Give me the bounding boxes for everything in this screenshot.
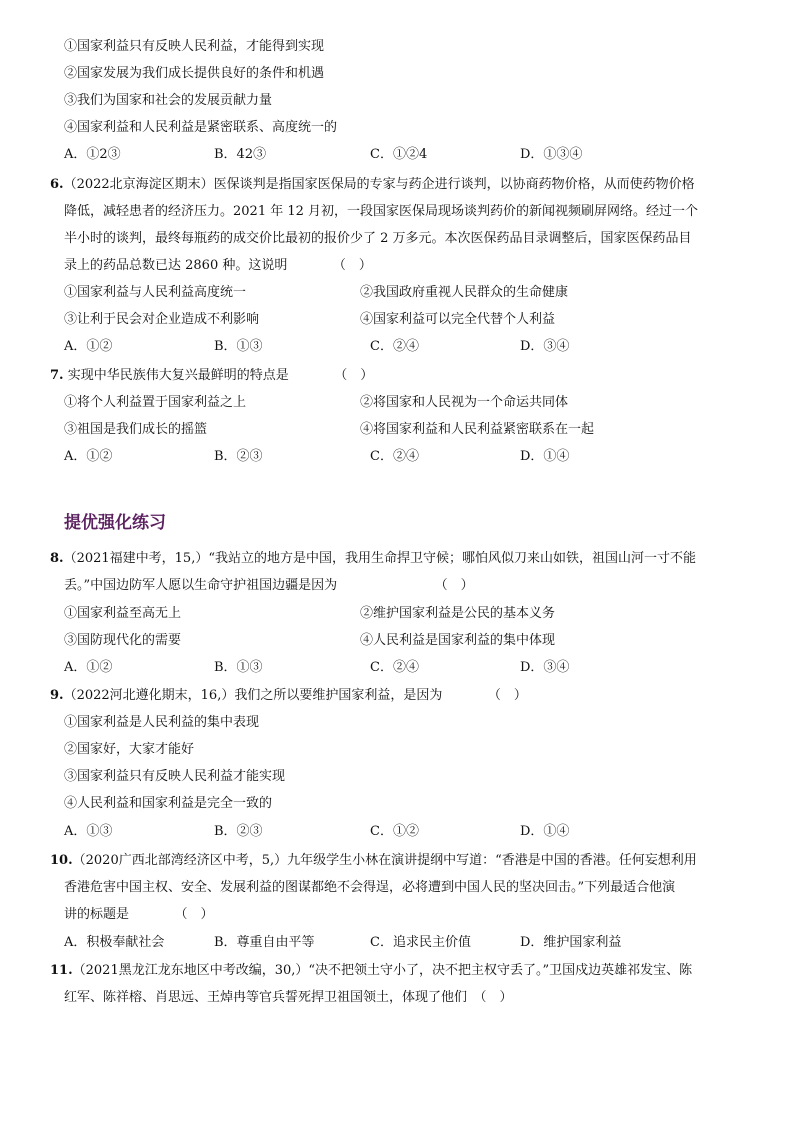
q10-option-b: B．尊重自由平等 [214, 935, 315, 950]
q8-options [64, 659, 744, 677]
q9-option-b: B．②③ [214, 824, 263, 839]
q8-source: （2021福建中考，15,） [63, 551, 209, 566]
q6-stem-line-4: 录上的药品总数已达 2860 种。这说明 （ ） [64, 258, 372, 273]
q7-item-1: ①将个人利益置于国家利益之上 [64, 395, 247, 410]
q6-option-b: B．①③ [214, 339, 263, 354]
q6-item-2: ②我国政府重视人民群众的生命健康 [360, 285, 569, 300]
q5-item-1: ①国家利益只有反映人民利益，才能得到实现 [64, 39, 325, 54]
q9-option-c: C．①② [370, 824, 419, 839]
q10-options [64, 934, 744, 952]
q10-stem-line-1: 九年级学生小林在演讲提纲中写道：“香港是中国的香港。任何妄想利用 [287, 853, 697, 868]
q7-option-a: A．①② [64, 449, 113, 464]
q6-item-3: ③让利于民会对企业造成不利影响 [64, 312, 260, 327]
q8-item-4: ④人民利益是国家利益的集中体现 [360, 633, 556, 648]
q8-option-c: C．②④ [370, 660, 419, 675]
q10-number: 10. [50, 853, 73, 868]
q7-items-row-1 [64, 394, 744, 412]
q8-option-d: D．③④ [520, 660, 570, 675]
q11-stem-line-1: “决不把领土守小了，决不把主权守丢了。”卫国戍边英雄祁发宝、陈 [308, 963, 693, 978]
q5-option-a: A．①2③ [64, 147, 121, 162]
q6-stem-line-2: 降低，减轻患者的经济压力。2021 年 12 月初，一段国家医保局现场谈判药价的新闻视频刷屏网络。经过一个 [64, 204, 699, 219]
q6-option-d: D．③④ [520, 339, 570, 354]
q6-stem [50, 176, 750, 194]
q8-stem-line-1: “我站立的地方是中国，我用生命捍卫守候；哪怕风似刀来山如铁，祖国山河一寸不能 [208, 551, 696, 566]
q7-item-4: ④将国家利益和人民利益紧密联系在一起 [360, 422, 595, 437]
q10-stem-line-2: 香港危害中国主权、安全、发展利益的图谋都绝不会得逞，必将遭到中国人民的坚决回击。”下列最适合他演 [64, 880, 676, 895]
q8-stem-line-2: 丢。”中国边防军人愿以生命守护祖国边疆是因为 （ ） [64, 578, 474, 593]
q7-number: 7. [50, 368, 64, 383]
q8-number: 8. [50, 551, 64, 566]
q7-item-2: ②将国家和人民视为一个命运共同体 [360, 395, 569, 410]
q11-source: （2021黑龙江龙东地区中考改编，30,） [72, 963, 309, 978]
q9-item-2: ②国家好，大家才能好 [64, 742, 195, 757]
q6-number: 6. [50, 177, 64, 192]
q5-item-3: ③我们为国家和社会的发展贡献力量 [64, 93, 273, 108]
q8-items-row-1 [64, 605, 744, 623]
q9-stem-text: 我们之所以要维护国家利益，是因为 （ ） [234, 688, 527, 703]
q6-option-a: A．①② [64, 339, 113, 354]
q7-stem-text: 实现中华民族伟大复兴最鲜明的特点是 （ ） [67, 368, 374, 383]
q9-number: 9. [50, 688, 64, 703]
q9-option-d: D．①④ [520, 824, 570, 839]
q8-option-b: B．①③ [214, 660, 263, 675]
q11-stem [50, 962, 750, 980]
q8-item-3: ③国防现代化的需要 [64, 633, 182, 648]
q10-option-a: A．积极奉献社会 [64, 935, 165, 950]
q7-item-3: ③祖国是我们成长的摇篮 [64, 422, 208, 437]
q9-options [64, 823, 744, 841]
q10-stem [50, 852, 750, 870]
q10-stem-line-3: 讲的标题是 （ ） [64, 907, 214, 922]
q10-option-d: D．维护国家利益 [520, 935, 622, 950]
q11-number: 11. [50, 963, 73, 978]
q7-options [64, 448, 744, 466]
q8-item-2: ②维护国家利益是公民的基本义务 [360, 606, 556, 621]
q8-option-a: A．①② [64, 660, 113, 675]
q7-stem [50, 367, 750, 385]
q5-item-4: ④国家利益和人民利益是紧密联系、高度统一的 [64, 120, 338, 135]
q7-items-row-2 [64, 421, 744, 439]
q6-option-c: C．②④ [370, 339, 419, 354]
section-title: 提优强化练习 [64, 513, 166, 533]
q6-stem-line-3: 半小时的谈判，最终每瓶药的成交价比最初的报价少了 2 万多元。本次医保药品目录调整后，国家医保药品目 [64, 231, 692, 246]
q5-option-b: B．42③ [214, 147, 267, 162]
q9-item-4: ④人民利益和国家利益是完全一致的 [64, 796, 273, 811]
q6-item-1: ①国家利益与人民利益高度统一 [64, 285, 247, 300]
q7-option-b: B．②③ [214, 449, 263, 464]
q5-option-c: C．①②4 [370, 147, 428, 162]
q6-source: （2022北京海淀区期末） [63, 177, 214, 192]
q8-stem [50, 550, 750, 568]
q9-stem [50, 687, 750, 705]
q5-options [64, 146, 744, 164]
q6-item-4: ④国家利益可以完全代替个人利益 [360, 312, 556, 327]
q6-options [64, 338, 744, 356]
q8-items-row-2 [64, 632, 744, 650]
q10-option-c: C．追求民主价值 [370, 935, 471, 950]
q9-item-1: ①国家利益是人民利益的集中表现 [64, 715, 260, 730]
q9-option-a: A．①③ [64, 824, 113, 839]
q9-item-3: ③国家利益只有反映人民利益才能实现 [64, 769, 286, 784]
q7-option-d: D．①④ [520, 449, 570, 464]
q8-item-1: ①国家利益至高无上 [64, 606, 182, 621]
q10-source: （2020广西北部湾经济区中考，5,） [72, 853, 288, 868]
q6-stem-line-1: 医保谈判是指国家医保局的专家与药企进行谈判，以协商药物价格，从而使药物价格 [213, 177, 695, 192]
q9-source: （2022河北遵化期末，16,） [63, 688, 235, 703]
q7-option-c: C．②④ [370, 449, 419, 464]
q11-stem-line-2: 红军、陈祥榕、肖思远、王焯冉等官兵誓死捍卫祖国领土，体现了他们 （ ） [64, 990, 513, 1005]
q5-item-2: ②国家发展为我们成长提供良好的条件和机遇 [64, 66, 325, 81]
q5-option-d: D．①③④ [520, 147, 583, 162]
q6-items-row-2 [64, 311, 744, 329]
q6-items-row-1 [64, 284, 744, 302]
